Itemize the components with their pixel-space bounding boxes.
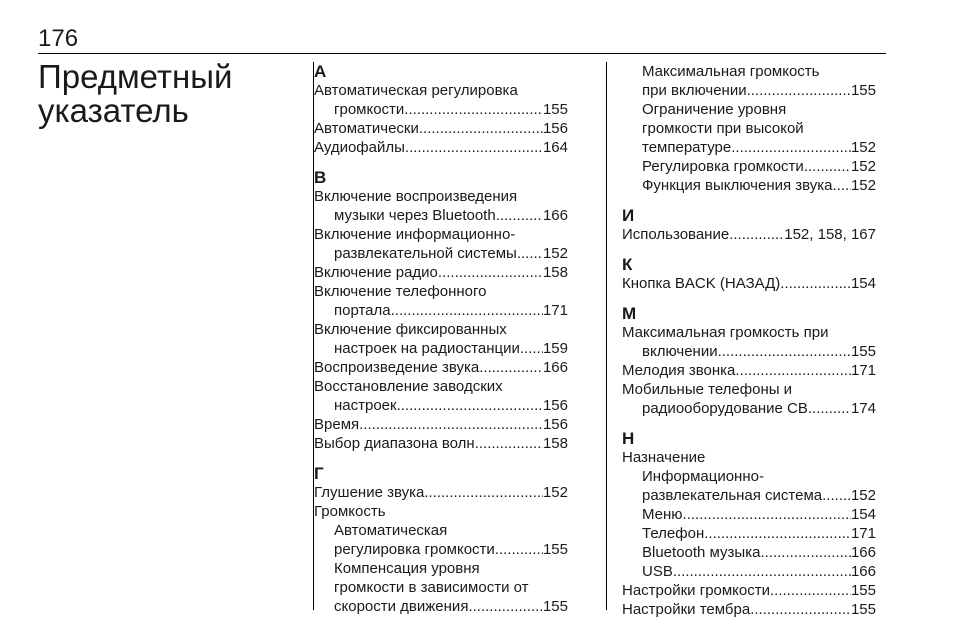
entry-text: Назначение bbox=[622, 449, 706, 466]
index-entry[interactable] bbox=[314, 358, 568, 377]
entry-text: USB bbox=[642, 563, 673, 580]
entry-text: включении bbox=[642, 343, 718, 360]
index-entry[interactable] bbox=[314, 263, 568, 282]
entry-text: Мобильные телефоны и bbox=[622, 381, 793, 398]
leader-dots bbox=[520, 339, 543, 358]
index-entry-heading bbox=[314, 502, 568, 521]
page-ref[interactable]: 171 bbox=[542, 302, 568, 319]
index-entry[interactable] bbox=[314, 81, 568, 119]
entry-text: Максимальная громкость при bbox=[622, 324, 829, 341]
page-ref[interactable]: 164 bbox=[542, 139, 568, 156]
leader-dots bbox=[496, 206, 543, 225]
page-title-line2: указатель bbox=[38, 92, 189, 129]
section-letter-i: И bbox=[622, 206, 635, 225]
entry-text: Включение воспроизведения bbox=[314, 188, 518, 205]
section-letter-v: В bbox=[314, 168, 327, 187]
leader-dots bbox=[404, 100, 543, 119]
section-letter-a: А bbox=[314, 62, 327, 81]
header-rule bbox=[38, 53, 886, 54]
entry-text: Информационно- bbox=[642, 468, 764, 485]
entry-text: Глушение звука bbox=[314, 484, 425, 501]
entry-text: Настройки тембра bbox=[622, 601, 751, 618]
index-entry[interactable] bbox=[622, 323, 876, 361]
index-subentry[interactable] bbox=[622, 176, 876, 195]
index-subentry[interactable] bbox=[622, 562, 876, 581]
entry-text: регулировка громкости bbox=[334, 541, 495, 558]
entry-text: Мелодия звонка bbox=[622, 362, 736, 379]
index-subentry[interactable] bbox=[622, 543, 876, 562]
section-letter-g: Г bbox=[314, 464, 324, 483]
entry-text: Компенсация уровня bbox=[334, 560, 480, 577]
entry-text: Восстановление заводских bbox=[314, 378, 503, 395]
section-letter-n: Н bbox=[622, 429, 635, 448]
leader-dots bbox=[808, 399, 851, 418]
entry-text: Воспроизведение звука bbox=[314, 359, 480, 376]
index-entry[interactable] bbox=[314, 377, 568, 415]
column-divider-right bbox=[606, 62, 607, 610]
page-ref[interactable]: 166 bbox=[542, 359, 568, 376]
leader-dots bbox=[673, 562, 851, 581]
page-ref[interactable]: 155 bbox=[850, 82, 876, 99]
leader-dots bbox=[822, 486, 851, 505]
leader-dots bbox=[475, 434, 543, 453]
page-ref[interactable]: 152 bbox=[850, 158, 876, 175]
page-ref[interactable]: 155 bbox=[850, 582, 876, 599]
index-entry[interactable] bbox=[314, 415, 568, 434]
page-ref[interactable]: 166 bbox=[542, 207, 568, 224]
index-entry[interactable] bbox=[314, 225, 568, 263]
section-letter-k: К bbox=[622, 255, 633, 274]
entry-text: портала bbox=[334, 302, 391, 319]
entry-text: при включении bbox=[642, 82, 747, 99]
entry-text: Выбор диапазона волн bbox=[314, 435, 475, 452]
page-ref[interactable]: 152 bbox=[850, 487, 876, 504]
page-number: 176 bbox=[38, 25, 79, 52]
page-ref[interactable]: 155 bbox=[542, 541, 568, 558]
page-ref[interactable]: 155 bbox=[850, 343, 876, 360]
leader-dots bbox=[468, 597, 543, 616]
leader-dots bbox=[359, 415, 543, 434]
leader-dots bbox=[438, 263, 543, 282]
page-ref[interactable]: 158 bbox=[542, 264, 568, 281]
entry-text: Максимальная громкость bbox=[642, 63, 820, 80]
entry-text: Время bbox=[314, 416, 360, 433]
page-ref[interactable]: 158 bbox=[542, 435, 568, 452]
leader-dots bbox=[405, 138, 543, 157]
entry-text: Настройки громкости bbox=[622, 582, 771, 599]
index-entry[interactable] bbox=[622, 225, 876, 244]
page-ref[interactable]: 152 bbox=[542, 245, 568, 262]
entry-text: развлекательная система bbox=[642, 487, 823, 504]
leader-dots bbox=[391, 301, 543, 320]
leader-dots bbox=[804, 157, 851, 176]
page-ref[interactable]: 174 bbox=[850, 400, 876, 417]
leader-dots bbox=[517, 244, 543, 263]
index-entry[interactable] bbox=[622, 380, 876, 418]
entry-text: Громкость bbox=[314, 503, 386, 520]
entry-text: Включение информационно- bbox=[314, 226, 516, 243]
entry-text: Включение фиксированных bbox=[314, 321, 507, 338]
entry-text: громкости при высокой bbox=[642, 120, 804, 137]
index-entry[interactable] bbox=[314, 138, 568, 157]
leader-dots bbox=[837, 176, 851, 195]
index-subentry[interactable] bbox=[622, 157, 876, 176]
entry-text: Bluetooth музыка bbox=[642, 544, 761, 561]
index-entry[interactable] bbox=[314, 187, 568, 225]
index-subentry[interactable] bbox=[622, 505, 876, 524]
index-entry-heading bbox=[622, 448, 876, 467]
entry-text: скорости движения bbox=[334, 598, 469, 615]
index-subentry[interactable] bbox=[622, 62, 876, 100]
index-entry[interactable] bbox=[314, 483, 568, 502]
index-entry[interactable] bbox=[622, 274, 876, 293]
index-entry[interactable] bbox=[622, 361, 876, 380]
index-column-2 bbox=[622, 62, 876, 619]
entry-text: настроек bbox=[334, 397, 397, 414]
leader-dots bbox=[760, 543, 851, 562]
leader-dots bbox=[479, 358, 543, 377]
leader-dots bbox=[683, 505, 851, 524]
page-ref[interactable]: 152 bbox=[850, 139, 876, 156]
page-ref[interactable]: 171 bbox=[850, 525, 876, 542]
entry-text: Автоматическая bbox=[334, 522, 448, 539]
page-ref[interactable]: 155 bbox=[850, 601, 876, 618]
index-subentry[interactable] bbox=[314, 521, 568, 559]
entry-text: Аудиофайлы bbox=[314, 139, 405, 156]
entry-text: Ограничение уровня bbox=[642, 101, 787, 118]
page-ref[interactable]: 166 bbox=[850, 563, 876, 580]
index-subentry[interactable] bbox=[314, 559, 568, 616]
leader-dots bbox=[424, 483, 543, 502]
leader-dots bbox=[735, 361, 851, 380]
page-ref[interactable]: 166 bbox=[850, 544, 876, 561]
leader-dots bbox=[750, 600, 851, 619]
page-ref[interactable]: 152 bbox=[542, 484, 568, 501]
entry-text: Включение телефонного bbox=[314, 283, 487, 300]
index-entry[interactable] bbox=[622, 581, 876, 600]
leader-dots bbox=[718, 342, 851, 361]
leader-dots bbox=[704, 524, 851, 543]
entry-text: музыки через Bluetooth bbox=[334, 207, 496, 224]
entry-text: настроек на радиостанции bbox=[334, 340, 520, 357]
entry-text: радиооборудование CB bbox=[642, 400, 808, 417]
page-ref[interactable]: 156 bbox=[542, 120, 568, 137]
index-entry[interactable] bbox=[622, 600, 876, 619]
entry-text: Функция выключения звука. bbox=[642, 177, 837, 194]
entry-text: развлекательной системы bbox=[334, 245, 517, 262]
index-column-1 bbox=[314, 62, 568, 616]
page-ref[interactable]: 152, 158, 167 bbox=[784, 226, 876, 243]
index-subentry[interactable] bbox=[622, 524, 876, 543]
page-ref[interactable]: 155 bbox=[542, 598, 568, 615]
page-title-line1: Предметный bbox=[38, 58, 233, 95]
section-letter-m: М bbox=[622, 304, 637, 323]
page-title bbox=[38, 60, 232, 128]
leader-dots bbox=[780, 274, 851, 293]
page-ref[interactable]: 154 bbox=[850, 275, 876, 292]
leader-dots bbox=[419, 119, 543, 138]
page-ref[interactable]: 156 bbox=[542, 397, 568, 414]
entry-text: Включение радио bbox=[314, 264, 438, 281]
page-ref[interactable]: 155 bbox=[542, 101, 568, 118]
page-ref[interactable]: 152 bbox=[850, 177, 876, 194]
entry-text: Телефон bbox=[642, 525, 705, 542]
leader-dots bbox=[729, 225, 784, 244]
entry-text: громкости bbox=[334, 101, 405, 118]
leader-dots bbox=[770, 581, 851, 600]
page-ref[interactable]: 154 bbox=[850, 506, 876, 523]
page-ref[interactable]: 156 bbox=[542, 416, 568, 433]
index-entry[interactable] bbox=[314, 282, 568, 320]
index-entry[interactable] bbox=[314, 320, 568, 358]
index-entry[interactable] bbox=[314, 434, 568, 453]
index-subentry[interactable] bbox=[622, 467, 876, 505]
entry-text: Меню bbox=[642, 506, 683, 523]
entry-text: температуре bbox=[642, 139, 732, 156]
index-entry[interactable] bbox=[314, 119, 568, 138]
leader-dots bbox=[731, 138, 851, 157]
index-subentry[interactable] bbox=[622, 100, 876, 157]
entry-text: Автоматически bbox=[314, 120, 419, 137]
entry-text: Регулировка громкости bbox=[642, 158, 804, 175]
page-ref[interactable]: 159 bbox=[542, 340, 568, 357]
entry-text: Кнопка BACK (НАЗАД) bbox=[622, 275, 781, 292]
leader-dots bbox=[397, 396, 543, 415]
page-ref[interactable]: 171 bbox=[850, 362, 876, 379]
entry-text: Использование bbox=[622, 226, 730, 243]
entry-text: громкости в зависимости от bbox=[334, 579, 529, 596]
leader-dots bbox=[495, 540, 543, 559]
entry-text: Автоматическая регулировка bbox=[314, 82, 518, 99]
leader-dots bbox=[747, 81, 851, 100]
